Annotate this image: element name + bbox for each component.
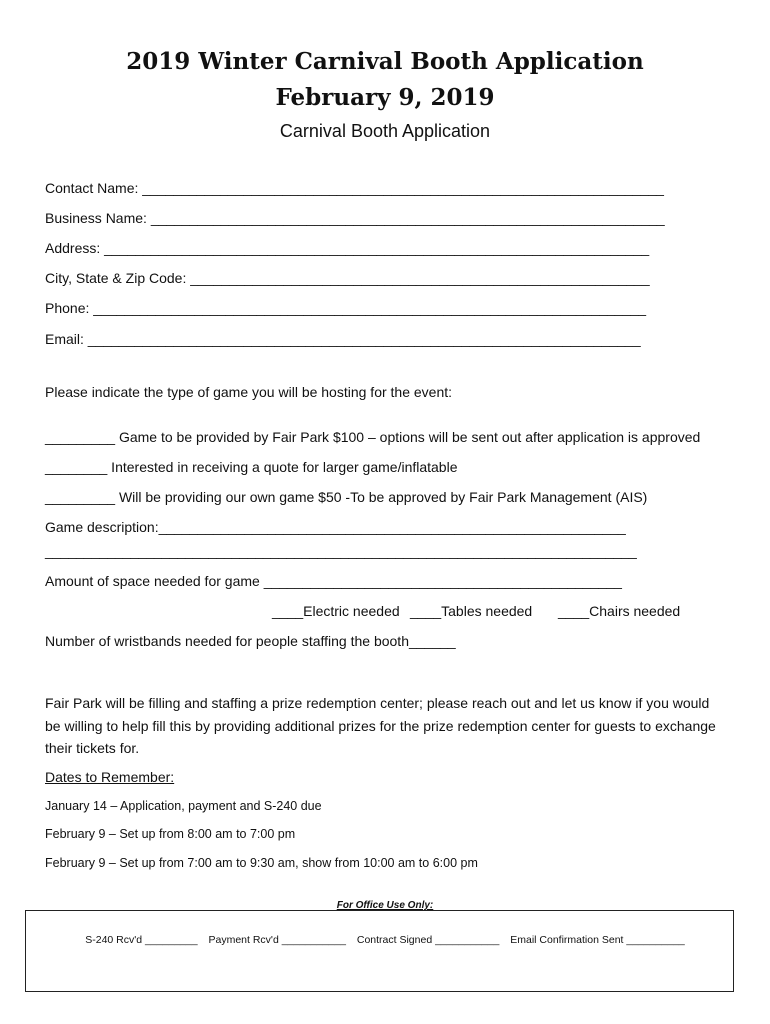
wristbands-field[interactable]: Number of wristbands needed for people staffing the booth______ (45, 633, 456, 649)
business-name-field[interactable]: Business Name: __________________________________________________________________ (45, 210, 665, 226)
phone-field[interactable]: Phone: _______________________________________________________________________ (45, 300, 647, 316)
date-item: February 9 – Set up from 7:00 am to 9:30 am, show from 10:00 am to 6:00 pm (45, 856, 478, 870)
game-option-own-game[interactable]: _________ Will be providing our own game $50 -To be approved by Fair Park Management (AIS) (45, 489, 648, 505)
electric-needed-field[interactable]: ____Electric needed (272, 603, 400, 619)
date-item: January 14 – Application, payment and S-240 due (45, 799, 322, 813)
s240-received-field[interactable]: S-240 Rcv'd _________ (85, 934, 198, 946)
dates-heading: Dates to Remember: (45, 769, 175, 785)
office-use-box (25, 910, 734, 992)
game-option-quote[interactable]: ________ Interested in receiving a quote for larger game/inflatable (45, 459, 458, 475)
page-subtitle: Carnival Booth Application (279, 121, 491, 141)
game-type-prompt: Please indicate the type of game you will be hosting for the event: (45, 384, 453, 400)
email-confirmation-field[interactable]: Email Confirmation Sent __________ (510, 934, 685, 946)
office-use-fields (0, 934, 770, 946)
payment-received-field[interactable]: Payment Rcv'd ___________ (208, 934, 346, 946)
address-field[interactable]: Address: ______________________________________________________________________ (45, 240, 650, 256)
event-date: February 9, 2019 (275, 84, 495, 111)
game-description-field[interactable]: Game description:____________________________________________________________ (45, 519, 626, 535)
date-item: February 9 – Set up from 8:00 am to 7:00 pm (45, 827, 296, 841)
office-use-title: For Office Use Only: (336, 900, 434, 911)
tables-needed-field[interactable]: ____Tables needed (410, 603, 533, 619)
page-title: 2019 Winter Carnival Booth Application (126, 48, 644, 75)
chairs-needed-field[interactable]: ____Chairs needed (558, 603, 681, 619)
game-option-fair-park[interactable]: _________ Game to be provided by Fair Park $100 – options will be sent out after application is approved (45, 429, 701, 445)
game-description-line-2[interactable]: ____________________________________________________________________________ (45, 543, 637, 559)
space-needed-field[interactable]: Amount of space needed for game ______________________________________________ (45, 573, 622, 589)
prize-redemption-paragraph: Fair Park will be filling and staffing a prize redemption center; please reach out and let us know if you would be willing to help fill this by providing additional prizes for the prize redemption center for guests to exchange their tickets for. (45, 695, 716, 756)
city-state-zip-field[interactable]: City, State & Zip Code: ___________________________________________________________ (45, 270, 650, 286)
contact-name-field[interactable]: Contact Name: ___________________________________________________________________ (45, 180, 664, 196)
email-field[interactable]: Email: _______________________________________________________________________ (45, 331, 641, 347)
contract-signed-field[interactable]: Contract Signed ___________ (356, 934, 500, 946)
